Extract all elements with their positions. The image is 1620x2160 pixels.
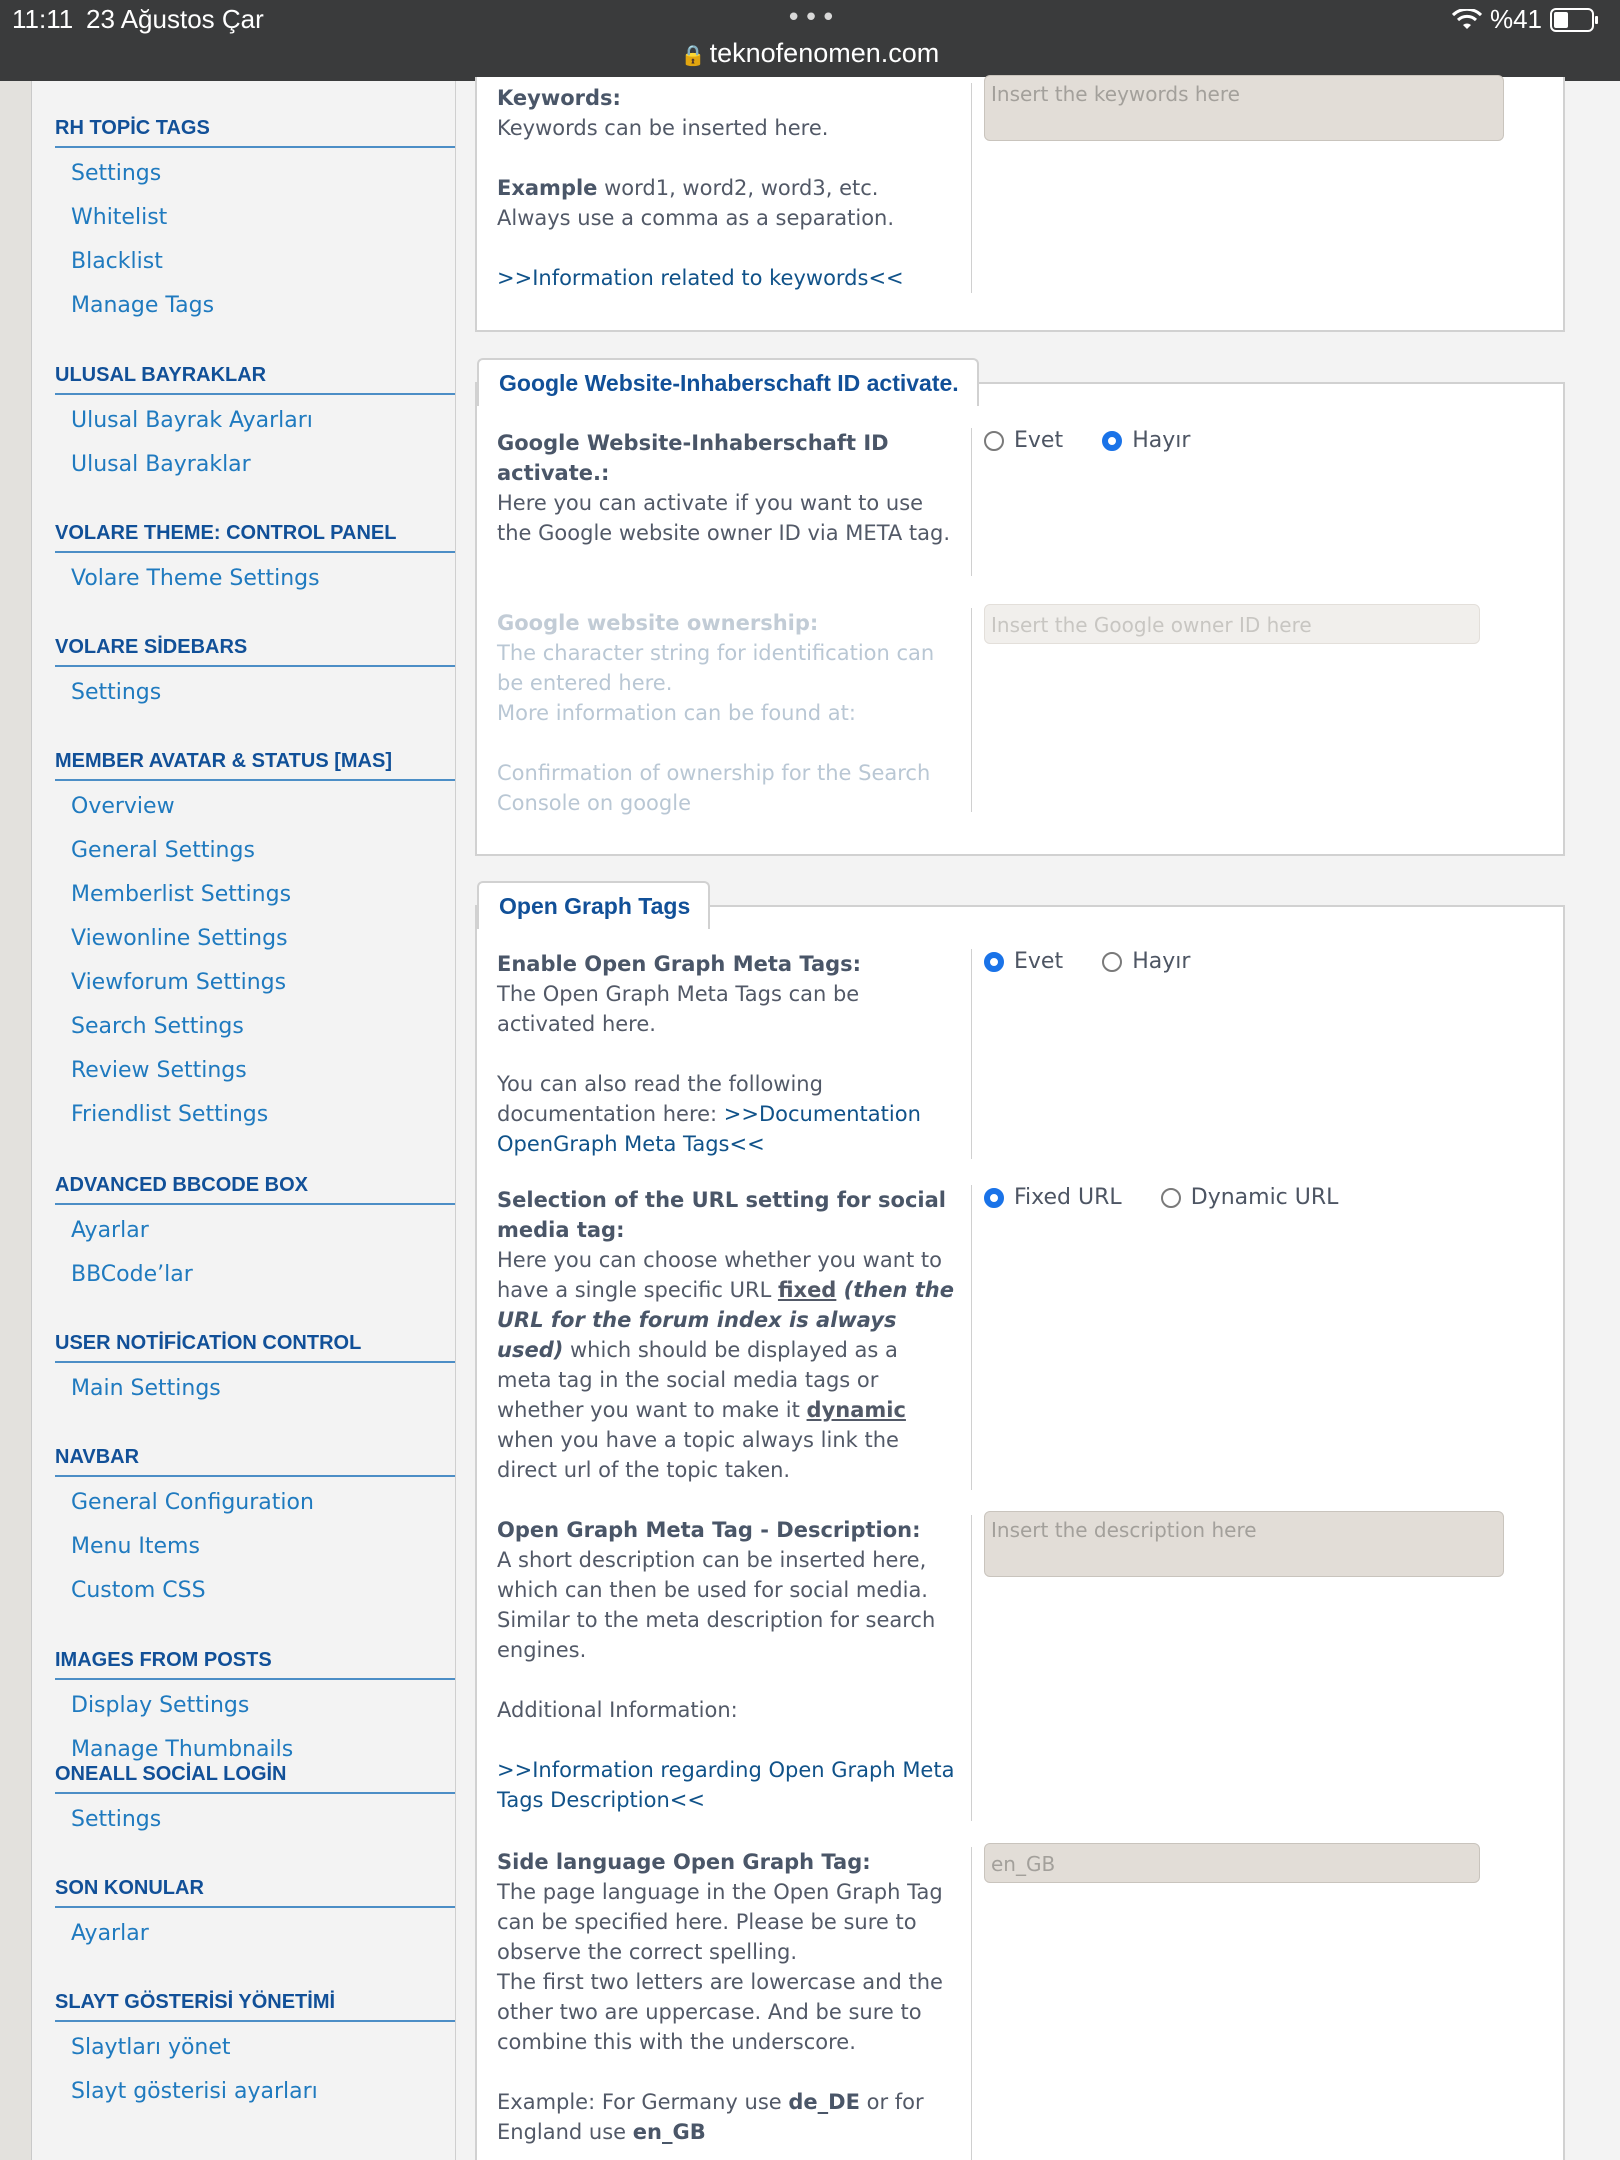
sidebar-section-title: IMAGES FROM POSTS [55, 1649, 455, 1680]
sidebar-item[interactable]: Display Settings [71, 1693, 250, 1718]
og-enable-yes[interactable]: Evet [984, 949, 1063, 974]
sidebar-section [55, 1877, 455, 1958]
sidebar-item[interactable]: Slaytları yönet [71, 2035, 231, 2060]
url-text: teknofenomen.com [709, 38, 940, 68]
address-bar[interactable] [0, 38, 1620, 69]
sidebar-section-title: NAVBAR [55, 1446, 455, 1477]
google-ownership-link[interactable]: Confirmation of ownership for the Search Console on google [497, 761, 931, 815]
google-ownership-label: Google website ownership: The character string for identification can be entered here. More information can be found at: Confirmation of ownership for the Search Console on google [497, 608, 972, 812]
battery-percent: %41 [1489, 4, 1542, 34]
og-enable-no[interactable]: Hayır [1102, 949, 1190, 974]
sidebar-menu [55, 787, 455, 1139]
sidebar-menu [55, 1686, 455, 1774]
og-fixed-url-radio[interactable]: Fixed URL [984, 1185, 1122, 1210]
sidebar-item[interactable]: Manage Thumbnails [71, 1737, 294, 1762]
sidebar-item[interactable]: Ayarlar [71, 1218, 149, 1243]
sidebar-item[interactable]: Ulusal Bayraklar [71, 452, 251, 477]
google-activate-radios [984, 428, 1224, 455]
lock-icon: 🔒 [680, 45, 706, 67]
sidebar-section-title: SON KONULAR [55, 1877, 455, 1908]
clock: 11:11 [12, 4, 74, 34]
sidebar-item[interactable]: General Settings [71, 838, 255, 863]
sidebar-item[interactable]: Viewforum Settings [71, 970, 287, 995]
sidebar-section-title: USER NOTİFİCATİON CONTROL [55, 1332, 455, 1363]
google-activate-yes[interactable]: Evet [984, 428, 1063, 453]
og-enable-radios [984, 949, 1224, 976]
sidebar-menu [55, 1369, 455, 1413]
sidebar-section-title: ULUSAL BAYRAKLAR [55, 364, 455, 395]
radio-no-icon[interactable] [1102, 431, 1122, 451]
sidebar-item[interactable]: Blacklist [71, 249, 163, 274]
radio-yes-icon[interactable] [984, 431, 1004, 451]
sidebar-item[interactable]: General Configuration [71, 1490, 314, 1515]
more-dots-icon[interactable]: ••• [786, 3, 839, 33]
sidebar-item[interactable]: Slayt gösterisi ayarları [71, 2079, 318, 2104]
og-language-input[interactable]: en_GB [984, 1843, 1480, 1883]
google-activate-label: Google Website-Inhaberschaft ID activate.: Here you can activate if you want to use the Google website owner ID via META tag. [497, 428, 972, 576]
sidebar-item[interactable]: Menu Items [71, 1534, 200, 1559]
sidebar-item[interactable]: Memberlist Settings [71, 882, 292, 907]
sidebar-menu [55, 1914, 455, 1958]
sidebar-section [55, 1174, 455, 1299]
og-language-label: Side language Open Graph Tag: The page language in the Open Graph Tag can be specified here. Please be sure to observe the correct spelling. The first two letters are lowercase and the other two are uppercase. And be sure to combine this with the underscore. Example: For Germany use de_DE or for England use en_GB [497, 1847, 972, 2160]
og-dynamic-url-radio[interactable]: Dynamic URL [1161, 1185, 1339, 1210]
status-bar [0, 0, 1620, 81]
sidebar-section-title: VOLARE SİDEBARS [55, 636, 455, 667]
sidebar-menu [55, 1483, 455, 1615]
sidebar-section-title: ONEALL SOCİAL LOGİN [55, 1763, 455, 1794]
og-url-radios [984, 1185, 1372, 1212]
radio-yes-icon[interactable] [984, 952, 1004, 972]
sidebar-menu [55, 673, 455, 717]
sidebar-item[interactable]: Manage Tags [71, 293, 215, 318]
main-content [475, 81, 1595, 2160]
og-panel-legend: Open Graph Tags [477, 881, 710, 929]
sidebar-menu [55, 1211, 455, 1299]
og-description-info-link[interactable]: >>Information regarding Open Graph Meta Tags Description<< [497, 1758, 955, 1812]
keywords-input[interactable]: Insert the keywords here [984, 75, 1504, 141]
wifi-icon [1452, 9, 1482, 31]
sidebar-item[interactable]: Ayarlar [71, 1921, 149, 1946]
og-description-label: Open Graph Meta Tag - Description: A short description can be inserted here, which can then be used for social media. Similar to the meta description for search engines. Additional Information: >>Information regarding Open Graph Meta Tags Description<< [497, 1515, 972, 1821]
sidebar-item[interactable]: Friendlist Settings [71, 1102, 269, 1127]
sidebar-section [55, 1446, 455, 1615]
sidebar-section-title: RH TOPİC TAGS [55, 117, 455, 148]
battery-icon [1550, 8, 1594, 32]
sidebar-menu [55, 1800, 455, 1844]
sidebar-section-title: MEMBER AVATAR & STATUS [MAS] [55, 750, 455, 781]
sidebar-item[interactable]: Ulusal Bayrak Ayarları [71, 408, 313, 433]
google-owner-id-input: Insert the Google owner ID here [984, 604, 1480, 644]
sidebar-item[interactable]: Volare Theme Settings [71, 566, 320, 591]
sidebar-section [55, 522, 455, 603]
og-description-input[interactable]: Insert the description here [984, 1511, 1504, 1577]
google-activate-no[interactable]: Hayır [1102, 428, 1190, 453]
sidebar-menu [55, 559, 455, 603]
status-indicators [1452, 4, 1594, 35]
sidebar-item[interactable]: Whitelist [71, 205, 168, 230]
date: 23 Ağustos Çar [86, 4, 264, 34]
sidebar-section-title: VOLARE THEME: CONTROL PANEL [55, 522, 455, 553]
sidebar-section [55, 750, 455, 1139]
sidebar-item[interactable]: Viewonline Settings [71, 926, 288, 951]
sidebar-section [55, 1332, 455, 1413]
sidebar-item[interactable]: Settings [71, 1807, 162, 1832]
sidebar-section [55, 364, 455, 489]
acp-page [31, 81, 1620, 2160]
sidebar-item[interactable]: Main Settings [71, 1376, 221, 1401]
sidebar-menu [55, 2028, 455, 2116]
sidebar-section [55, 117, 455, 330]
sidebar [32, 81, 456, 2160]
sidebar-section [55, 1991, 455, 2116]
radio-fixed-icon[interactable] [984, 1188, 1004, 1208]
og-url-label: Selection of the URL setting for social media tag: Here you can choose whether you want to have a single specific URL fixed (then the URL for the forum index is always used) which should be displayed as a meta tag in the social media tags or whether you want to make it dynamic when you have a topic always link the direct url of the topic taken. [497, 1185, 972, 1490]
radio-no-icon[interactable] [1102, 952, 1122, 972]
sidebar-section-title: ADVANCED BBCODE BOX [55, 1174, 455, 1205]
sidebar-item[interactable]: Settings [71, 161, 162, 186]
sidebar-section [55, 636, 455, 717]
open-graph-panel [475, 893, 1565, 2160]
sidebar-section [55, 1763, 455, 1844]
sidebar-section-title: SLAYT GÖSTERİSİ YÖNETİMİ [55, 1991, 455, 2022]
google-panel-legend: Google Website-Inhaberschaft ID activate. [477, 358, 979, 406]
sidebar-item[interactable]: BBCode’lar [71, 1262, 193, 1287]
keywords-panel [475, 77, 1565, 332]
sidebar-item[interactable]: Overview [71, 794, 175, 819]
sidebar-section [55, 1649, 455, 1774]
og-enable-label: Enable Open Graph Meta Tags: The Open Graph Meta Tags can be activated here. You can also read the following documentation here: >>Documentation OpenGraph Meta Tags<< [497, 949, 972, 1159]
sidebar-menu [55, 401, 455, 489]
sidebar-item[interactable]: Custom CSS [71, 1578, 206, 1603]
keywords-label: Keywords: Keywords can be inserted here. Example word1, word2, word3, etc. Always use a comma as a separation. >>Information related to keywords<< [497, 83, 972, 293]
keywords-info-link[interactable]: >>Information related to keywords<< [497, 266, 904, 290]
og-documentation-link[interactable]: >>Documentation OpenGraph Meta Tags<< [497, 1102, 921, 1156]
google-ownership-panel [475, 370, 1565, 856]
radio-dynamic-icon[interactable] [1161, 1188, 1181, 1208]
sidebar-item[interactable]: Search Settings [71, 1014, 244, 1039]
sidebar-item[interactable]: Review Settings [71, 1058, 247, 1083]
sidebar-item[interactable]: Settings [71, 680, 162, 705]
sidebar-menu [55, 154, 455, 330]
